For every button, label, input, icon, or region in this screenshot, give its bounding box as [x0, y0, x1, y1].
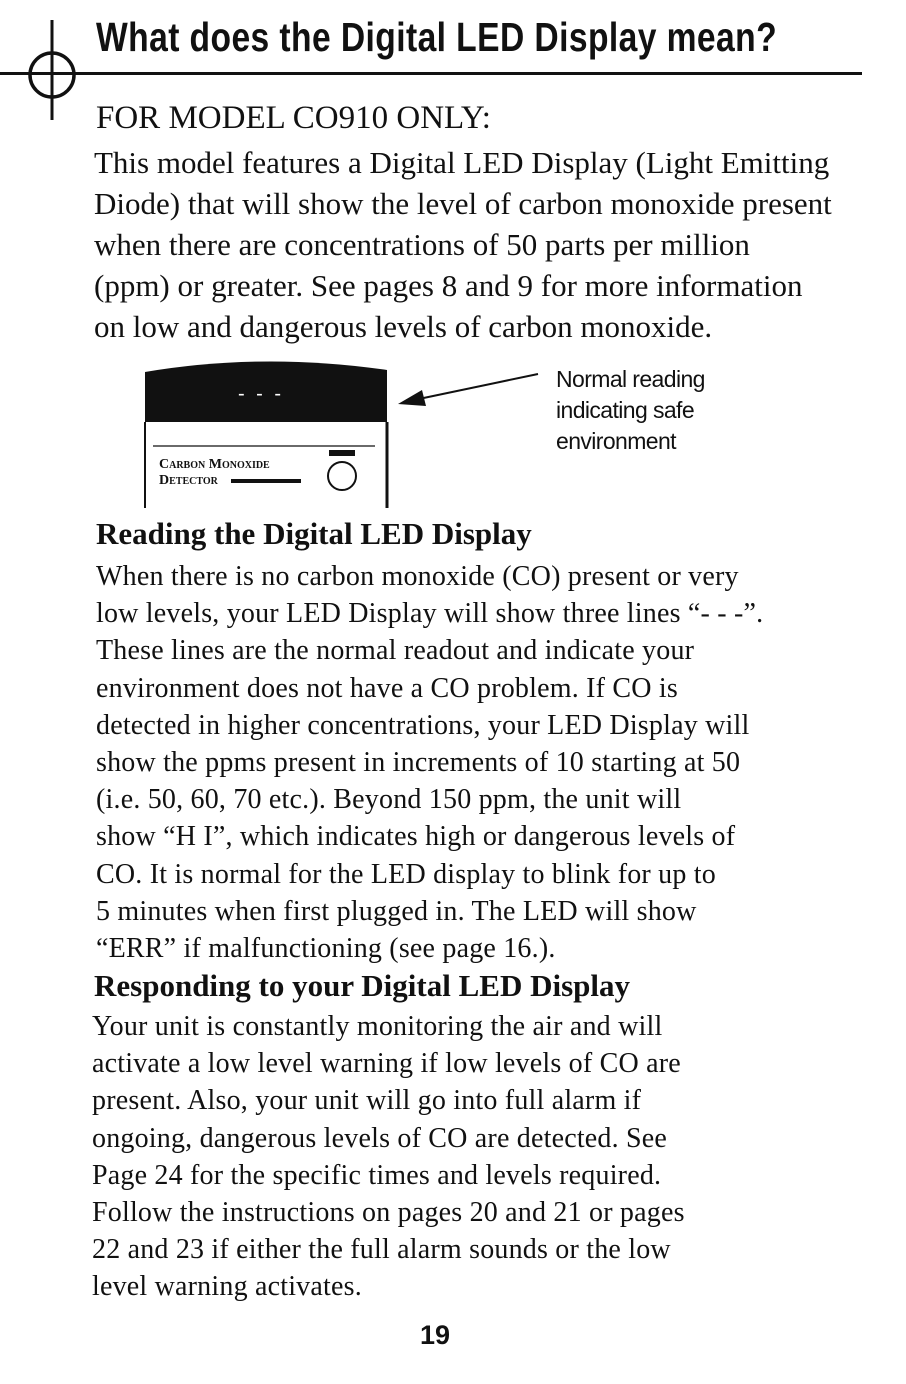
device-label-line2: Detector	[159, 473, 218, 488]
intro-line: when there are concentrations of 50 parts per million	[94, 227, 750, 262]
responding-heading: Responding to your Digital LED Display	[94, 968, 631, 1003]
reading-line: show the ppms present in increments of 10 starting at 50	[96, 747, 741, 779]
callout-line: indicating safe	[556, 397, 695, 423]
reading-heading: Reading the Digital LED Display	[96, 516, 532, 551]
reading-line: “ERR” if malfunctioning (see page 16.).	[96, 933, 556, 965]
reading-line: These lines are the normal readout and indicate your	[96, 635, 695, 667]
intro-line: on low and dangerous levels of carbon monoxide.	[94, 309, 713, 344]
title-rule	[0, 72, 862, 75]
detector-illustration	[143, 358, 391, 510]
responding-line: 22 and 23 if either the full alarm sounds or the low	[92, 1234, 671, 1266]
intro-line: (ppm) or greater. See pages 8 and 9 for more information	[94, 268, 803, 303]
led-readout: - - -	[237, 383, 285, 405]
intro-paragraph	[94, 142, 894, 347]
responding-line: Follow the instructions on pages 20 and 21 or pages	[92, 1197, 685, 1229]
reading-line: When there is no carbon monoxide (CO) present or very	[96, 561, 739, 592]
responding-line: activate a low level warning if low levels of CO are	[92, 1048, 681, 1080]
model-heading: FOR MODEL CO910 ONLY:	[96, 100, 491, 136]
reading-line: low levels, your LED Display will show three lines “- - -”.	[96, 598, 764, 630]
responding-line: Page 24 for the specific times and levels required.	[92, 1159, 662, 1191]
page-number: 19	[420, 1320, 451, 1350]
registration-crosshair-icon	[18, 20, 88, 120]
reading-paragraph	[96, 558, 763, 967]
callout-line: Normal reading	[556, 366, 705, 392]
reading-line: CO. It is normal for the LED display to blink for up to	[96, 858, 716, 890]
callout-text	[556, 364, 705, 457]
callout-line: environment	[556, 428, 676, 454]
responding-paragraph	[92, 1008, 685, 1306]
page-title: What does the Digital LED Display mean?	[96, 14, 778, 60]
intro-line: Diode) that will show the level of carbon monoxide present	[94, 186, 832, 221]
responding-line: level warning activates.	[92, 1271, 362, 1303]
responding-line: ongoing, dangerous levels of CO are detected. See	[92, 1122, 668, 1154]
reading-line: detected in higher concentrations, your LED Display will	[96, 709, 750, 741]
callout-arrow-icon	[392, 370, 542, 410]
intro-line: This model features a Digital LED Display (Light Emitting	[94, 145, 830, 180]
responding-line: present. Also, your unit will go into full alarm if	[92, 1085, 642, 1117]
reading-line: 5 minutes when first plugged in. The LED will show	[96, 895, 697, 927]
reading-line: (i.e. 50, 60, 70 etc.). Beyond 150 ppm, the unit will	[96, 784, 682, 816]
reading-line: show “H I”, which indicates high or dangerous levels of	[96, 821, 736, 853]
reading-line: environment does not have a CO problem. If CO is	[96, 672, 678, 704]
device-label-line1: Carbon Monoxide	[159, 457, 270, 472]
responding-line: Your unit is constantly monitoring the air and will	[92, 1011, 663, 1042]
